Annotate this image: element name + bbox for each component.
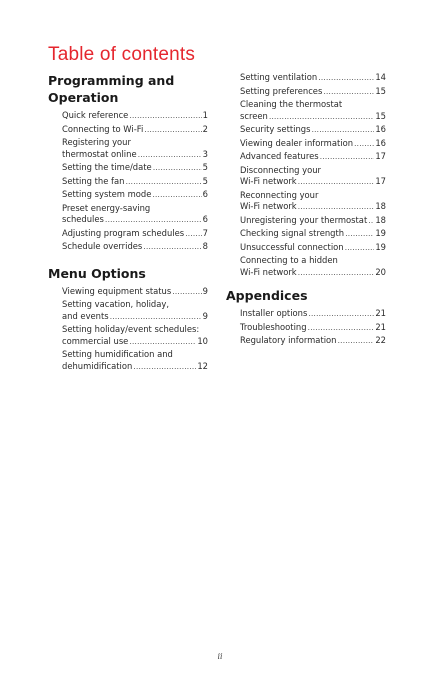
toc-entry-title: Wi-Fi network (240, 176, 297, 186)
toc-entry-page: 14 (375, 72, 386, 82)
toc-left-column (48, 72, 208, 374)
toc-entry-row (62, 110, 208, 122)
toc-entry[interactable] (62, 137, 208, 160)
toc-entry-page: 15 (375, 85, 386, 96)
toc-title: Table of contents (48, 44, 196, 65)
toc-entry[interactable] (240, 242, 386, 254)
toc-entry-page: 21 (375, 321, 386, 332)
toc-entry-title-line: Cleaning the thermostat (240, 99, 343, 109)
toc-entry-row (240, 86, 386, 98)
toc-entry-row (62, 286, 208, 298)
toc-entry-page: 1 (202, 110, 208, 120)
toc-entry-row (240, 308, 386, 320)
toc-entry-row (62, 361, 208, 373)
dot-leader (125, 176, 201, 188)
toc-entry-row (240, 201, 386, 213)
toc-entry[interactable] (240, 86, 386, 98)
dot-leader (129, 110, 201, 122)
toc-entry-title-line: Reconnecting your (240, 189, 319, 200)
toc-entry-title: Security settings (240, 124, 311, 134)
toc-entry-row (240, 72, 386, 84)
dot-leader (318, 72, 374, 84)
entries-menu (48, 286, 208, 373)
toc-entry[interactable] (62, 176, 208, 188)
toc-entry-row (240, 138, 386, 150)
toc-entry-page: 3 (202, 148, 208, 159)
toc-entry-title: Quick reference (62, 110, 129, 120)
toc-entry[interactable] (240, 138, 386, 150)
dot-leader (172, 286, 201, 298)
toc-entry-title: Viewing equipment status (62, 285, 172, 296)
dot-leader (354, 138, 374, 150)
toc-entry-title: Setting system mode (62, 189, 152, 199)
toc-entry-page: 2 (202, 123, 208, 134)
toc-entry-page: 19 (375, 241, 386, 252)
toc-entry[interactable] (240, 190, 386, 213)
toc-entry-row (240, 215, 386, 227)
toc-entry-title-line: Connecting to a hidden (240, 255, 338, 265)
toc-entry[interactable] (62, 299, 208, 322)
toc-entry-page: 18 (375, 201, 386, 211)
dot-leader (105, 214, 202, 226)
toc-entry[interactable] (62, 286, 208, 298)
toc-entry[interactable] (240, 322, 386, 334)
entries-appendices (226, 308, 386, 347)
toc-entry-title: Unregistering your thermostat (240, 214, 368, 225)
toc-entry-page: 12 (197, 360, 208, 371)
dot-leader (337, 335, 374, 347)
toc-entry-page: 16 (375, 137, 386, 148)
toc-entry-title-line: Preset energy-saving (62, 202, 151, 213)
toc-entry-page: 17 (375, 151, 386, 161)
toc-entry[interactable] (240, 215, 386, 227)
toc-entry-row (240, 176, 386, 188)
toc-entry-title: thermostat online (62, 148, 137, 159)
toc-entry-row (62, 241, 208, 253)
toc-entry-row (62, 176, 208, 188)
toc-entry-title: Installer options (240, 308, 308, 318)
toc-entry-row (240, 228, 386, 240)
toc-entry-row (62, 189, 208, 201)
toc-entry-page: 9 (202, 310, 208, 321)
toc-entry[interactable] (240, 228, 386, 240)
dot-leader (153, 162, 202, 174)
toc-entry-title-line: Setting holiday/event schedules: (62, 324, 200, 334)
toc-entry-page: 7 (202, 227, 208, 238)
dot-leader (138, 149, 202, 161)
entries-menu-continued (226, 72, 386, 278)
toc-entry-row (240, 267, 386, 279)
toc-entry-title: Connecting to Wi-Fi (62, 123, 144, 134)
toc-entry-title-line: Disconnecting your (240, 164, 321, 175)
dot-leader (298, 176, 375, 188)
toc-entry-title: Setting the time/date (62, 162, 152, 172)
toc-entry[interactable] (62, 228, 208, 240)
dot-leader (110, 311, 202, 323)
toc-entry-row (62, 214, 208, 226)
toc-entry-row (62, 124, 208, 136)
toc-entry-page: 15 (375, 110, 386, 121)
dot-leader (308, 308, 374, 320)
page-number: ii (217, 652, 223, 661)
toc-entry-title: Schedule overrides (62, 241, 143, 251)
toc-entry-title: commercial use (62, 335, 129, 346)
section-heading-programming: Programming and Operation (48, 73, 175, 105)
toc-entry-page: 22 (375, 335, 386, 345)
toc-entry-page: 17 (375, 176, 386, 186)
toc-entry-title: Viewing dealer information (240, 137, 354, 148)
toc-entry-title: schedules (62, 214, 104, 224)
toc-entry-page: 5 (202, 162, 208, 172)
dot-leader (345, 242, 375, 254)
entries-programming (48, 110, 208, 253)
toc-entry[interactable] (240, 165, 386, 188)
toc-right-column (226, 72, 386, 349)
toc-entry-page: 9 (202, 285, 208, 296)
toc-entry-title: Regulatory information (240, 335, 337, 345)
toc-entry-page: 5 (202, 175, 208, 186)
toc-entry-row (240, 322, 386, 334)
toc-entry[interactable] (62, 124, 208, 136)
toc-entry-page: 6 (202, 214, 208, 224)
toc-entry[interactable] (62, 349, 208, 372)
toc-entry-page: 18 (375, 214, 386, 225)
toc-entry[interactable] (62, 324, 208, 347)
toc-entry-row (240, 335, 386, 347)
dot-leader (144, 124, 201, 136)
dot-leader (368, 215, 374, 227)
toc-entry-title: and events (62, 310, 109, 321)
section-heading-appendices: Appendices (226, 288, 308, 303)
dot-leader (129, 336, 196, 348)
dot-leader (345, 228, 374, 240)
toc-entry-title: Wi-Fi network (240, 266, 297, 277)
dot-leader (298, 201, 375, 213)
toc-entry[interactable] (240, 255, 386, 278)
toc-entry-page: 10 (197, 335, 208, 346)
toc-entry[interactable] (62, 110, 208, 122)
toc-entry-title-line: Setting humidification and (62, 349, 173, 359)
toc-entry-row (240, 111, 386, 123)
toc-entry-title: Unsuccessful connection (240, 241, 344, 252)
toc-entry-title: Wi-Fi network (240, 201, 297, 211)
toc-entry-title: screen (240, 110, 268, 121)
toc-entry-row (240, 242, 386, 254)
dot-leader (152, 189, 201, 201)
toc-entry-row (62, 228, 208, 240)
toc-entry-title: Setting ventilation (240, 72, 318, 82)
toc-entry-page: 8 (202, 241, 208, 251)
dot-leader (298, 267, 375, 279)
toc-entry[interactable] (62, 203, 208, 226)
toc-entry[interactable] (62, 162, 208, 174)
toc-entry-title-line: Registering your (62, 137, 131, 147)
toc-entry-row (62, 162, 208, 174)
dot-leader (269, 111, 374, 123)
dot-leader (320, 151, 375, 163)
section-heading-menu: Menu Options (48, 265, 146, 281)
toc-entry-page: 16 (375, 124, 386, 134)
toc-entry[interactable] (240, 99, 386, 122)
dot-leader (133, 361, 196, 373)
toc-entry[interactable] (62, 241, 208, 253)
toc-entry-title: Setting preferences (240, 85, 323, 96)
toc-entry-row (62, 149, 208, 161)
toc-entry[interactable] (62, 189, 208, 201)
dot-leader (308, 322, 375, 334)
dot-leader (311, 124, 374, 136)
toc-entry-row (62, 311, 208, 323)
dot-leader (143, 241, 201, 253)
toc-entry-row (62, 336, 208, 348)
toc-entry-row (240, 124, 386, 136)
toc-entry[interactable] (240, 124, 386, 136)
toc-entry-title-line: Setting vacation, holiday, (62, 299, 169, 309)
toc-entry-title: dehumidification (62, 360, 133, 371)
toc-entry[interactable] (240, 72, 386, 84)
toc-entry[interactable] (240, 335, 386, 347)
toc-entry-page: 21 (375, 308, 386, 318)
toc-entry-title: Troubleshooting (240, 321, 307, 332)
toc-entry[interactable] (240, 151, 386, 163)
dot-leader (323, 86, 374, 98)
dot-leader (185, 228, 202, 240)
toc-entry-page: 6 (202, 189, 208, 199)
toc-entry-page: 19 (375, 228, 386, 238)
toc-entry-page: 20 (375, 266, 386, 277)
toc-entry-row (240, 151, 386, 163)
toc-entry[interactable] (240, 308, 386, 320)
toc-entry-title: Adjusting program schedules (62, 227, 185, 238)
toc-entry-title: Setting the fan (62, 175, 125, 186)
toc-entry-title: Checking signal strength (240, 228, 345, 238)
toc-entry-title: Advanced features (240, 151, 319, 161)
